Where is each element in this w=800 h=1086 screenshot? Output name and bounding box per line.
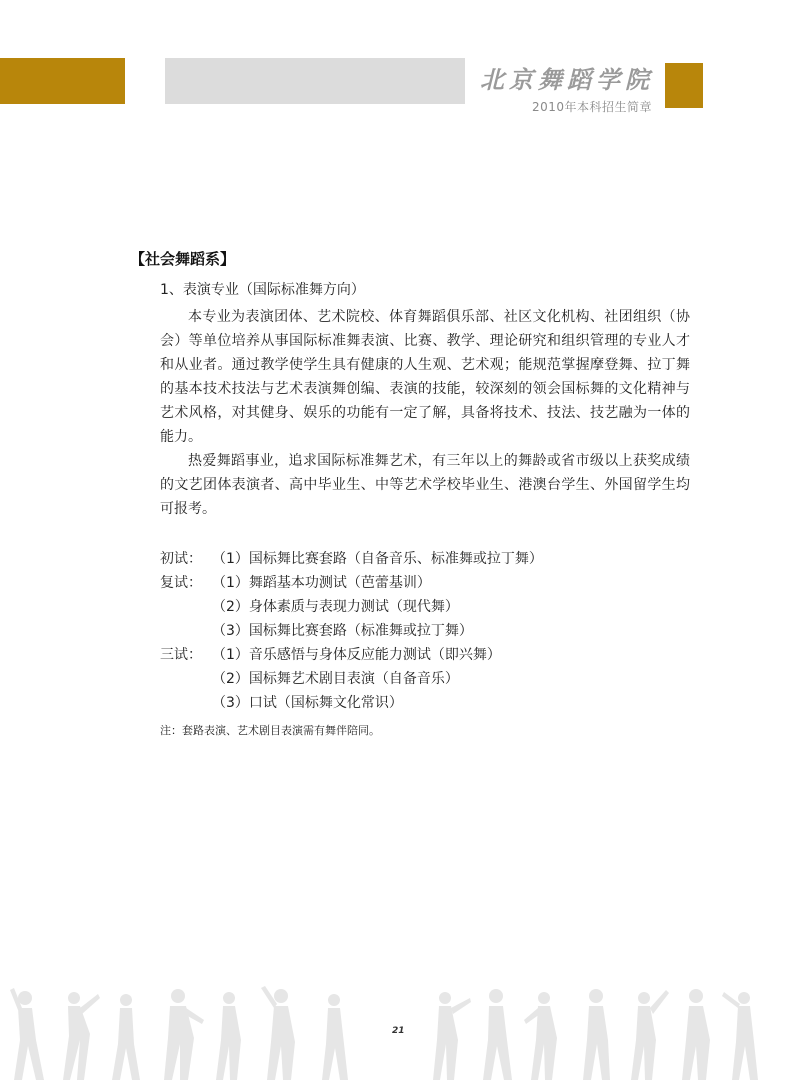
exam-row: [160, 667, 690, 691]
header-gray-bar: [165, 58, 465, 104]
exam-row: [160, 547, 690, 571]
exam-row: [160, 619, 690, 643]
page-number: 21: [392, 1026, 405, 1036]
header-accent-bar-right: [665, 63, 703, 108]
exam-label-spacer: [160, 667, 212, 691]
school-logo-text: 北京舞蹈学院: [480, 65, 654, 94]
exam-item: （3）国标舞比赛套路（标准舞或拉丁舞）: [212, 623, 473, 639]
exam-item: （1）舞蹈基本功测试（芭蕾基训）: [212, 575, 431, 591]
paragraph-intro: 本专业为表演团体、艺术院校、体育舞蹈俱乐部、社区文化机构、社团组织（协会）等单位培养从事国际标准舞表演、比赛、教学、理论研究和组织管理的专业人才和从业者。通过教学使学生具有健康的人生观、艺术观；能规范掌握摩登舞、拉丁舞的基本技术技法与艺术表演舞创编、表演的技能，较深刻的领会国标舞的文化精神与艺术风格，对其健身、娱乐的功能有一定了解，具备将技术、技法、技艺融为一体的能力。: [160, 309, 690, 445]
exam-label-spacer: [160, 691, 212, 715]
exam-item: （1）音乐感悟与身体反应能力测试（即兴舞）: [212, 647, 501, 663]
main-content: [130, 248, 690, 743]
exam-row: [160, 691, 690, 715]
exam-item: （3）口试（国标舞文化常识）: [212, 695, 403, 711]
exam-row: [160, 643, 690, 667]
header-accent-bar-left: [0, 58, 125, 104]
exam-list: [130, 547, 690, 743]
paragraph-eligibility: 热爱舞蹈事业，追求国际标准舞艺术，有三年以上的舞龄或省市级以上获奖成绩的文艺团体表演者、高中毕业生、中等艺术学校毕业生、港澳台学生、外国留学生均可报考。: [160, 453, 690, 517]
section-title: 【社会舞蹈系】: [130, 250, 236, 268]
exam-label-first: 初试：: [160, 551, 202, 567]
exam-item: （2）身体素质与表现力测试（现代舞）: [212, 599, 459, 615]
exam-label-spacer: [160, 619, 212, 643]
exam-item: （1）国标舞比赛套路（自备音乐、标准舞或拉丁舞）: [212, 551, 543, 567]
exam-label-third: 三试：: [160, 647, 202, 663]
exam-note: 注：套路表演、艺术剧目表演需有舞伴陪同。: [160, 724, 380, 737]
exam-label-spacer: [160, 595, 212, 619]
exam-row: [160, 571, 690, 595]
exam-item: （2）国标舞艺术剧目表演（自备音乐）: [212, 671, 459, 687]
exam-label-second: 复试：: [160, 575, 202, 591]
major-title: 1、表演专业（国际标准舞方向）: [160, 282, 365, 298]
exam-row: [160, 595, 690, 619]
brochure-subtitle: 2010年本科招生简章: [532, 100, 653, 114]
